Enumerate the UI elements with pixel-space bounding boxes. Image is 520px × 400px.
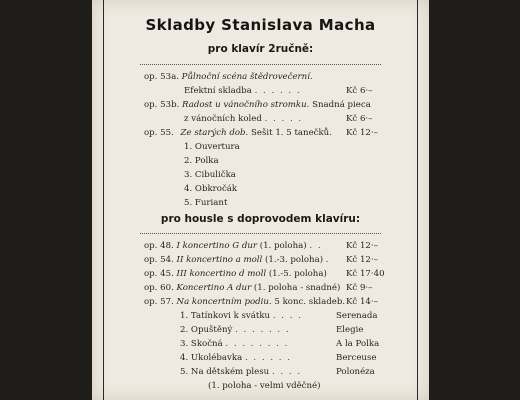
opus-number: op. 54. xyxy=(144,255,174,265)
dance-item: 2. Polka xyxy=(184,156,219,166)
piece-description: (1.-5. poloha) xyxy=(268,269,327,279)
dance-item: 4. Obkročák xyxy=(184,184,238,194)
dot-leader: . . . . . . . xyxy=(235,325,291,335)
piece-price: Kč 17·40 xyxy=(346,269,385,279)
dot-leader: . xyxy=(325,255,331,265)
opus-number: op. 45. xyxy=(144,269,174,279)
piece-description: Snadná pieca xyxy=(312,100,371,110)
piece-genre: A la Polka xyxy=(336,339,380,349)
section-divider xyxy=(140,233,381,234)
concert-piece-item xyxy=(180,324,290,336)
piece-title: II koncertino a moll xyxy=(176,255,263,265)
dance-item: 5. Furiant xyxy=(184,198,228,208)
piano-section-heading: pro klavír 2ručně: xyxy=(207,43,314,55)
piece-price: Kč 6·– xyxy=(346,86,373,96)
piece-title: Ze starých dob. xyxy=(180,128,249,138)
piece-description: (1.-3. poloha) xyxy=(265,255,324,265)
section-divider xyxy=(140,64,381,65)
piece-description: 5 konc. skladeb. xyxy=(274,297,346,307)
opus-number: op. 60. xyxy=(144,283,174,293)
piece-genre: Serenada xyxy=(336,311,378,321)
concert-piece-item xyxy=(180,338,289,350)
piece-description: Efektní skladba xyxy=(184,86,252,96)
opus-number: op. 48. xyxy=(144,241,174,251)
piece-title: Radost u vánočního stromku. xyxy=(182,100,310,110)
piece-title: I koncertino G dur xyxy=(176,241,257,251)
concert-piece-item xyxy=(180,366,302,378)
piece-name: 2. Opuštěný xyxy=(180,325,233,335)
piece-description: (1. poloha - snadné) xyxy=(253,283,341,293)
violin-entry xyxy=(144,254,330,266)
piano-entry-continuation xyxy=(184,85,301,97)
piece-price: Kč 12·– xyxy=(346,255,378,265)
piece-title: Půlnoční scéna štědrovečerní. xyxy=(181,72,313,82)
piece-title: III koncertino d moll xyxy=(176,269,267,279)
piece-description: Sešit 1. 5 tanečků. xyxy=(251,128,332,138)
dance-item: 1. Ouvertura xyxy=(184,142,240,152)
piano-entry-continuation xyxy=(184,113,303,125)
piece-genre: Polonéza xyxy=(336,367,375,377)
piece-name: 5. Na dětském plesu xyxy=(180,367,270,377)
dot-leader: . . . . . . . . xyxy=(225,339,289,349)
catalog-page xyxy=(92,0,429,400)
page-title: Skladby Stanislava Macha xyxy=(145,16,376,34)
dot-leader: . . . . . . xyxy=(254,86,302,96)
violin-entry xyxy=(144,240,322,252)
piece-title: Koncertino A dur xyxy=(176,283,252,293)
violin-section-heading: pro housle s doprovodem klavíru: xyxy=(160,213,361,225)
piano-entry xyxy=(144,127,332,139)
violin-entry xyxy=(144,282,340,294)
opus-number: op. 57. xyxy=(144,297,174,307)
opus-number: op. 53b. xyxy=(144,100,180,110)
dot-leader: . . . . . xyxy=(264,114,303,124)
piece-title: Na koncertním podiu. xyxy=(176,297,272,307)
piano-entry xyxy=(144,99,371,111)
piano-entry xyxy=(144,71,313,83)
piece-description: z vánočních koled xyxy=(184,114,262,124)
piece-description: (1. poloha) xyxy=(259,241,307,251)
violin-entry xyxy=(144,296,345,308)
opus-number: op. 55. xyxy=(144,128,174,138)
dance-item: 3. Cibulička xyxy=(184,170,236,180)
concert-piece-item xyxy=(180,352,292,364)
concert-piece-item xyxy=(180,310,302,322)
piece-genre: Berceuse xyxy=(336,353,377,363)
footnote: (1. poloha - velmi vděčné) xyxy=(208,381,321,391)
dot-leader: . . . . xyxy=(271,367,302,377)
piece-price: Kč 9·– xyxy=(346,283,373,293)
piece-price: Kč 14·– xyxy=(346,297,378,307)
dot-leader: . . xyxy=(309,241,323,251)
violin-entry xyxy=(144,268,327,280)
piece-price: Kč 12·– xyxy=(346,128,378,138)
dot-leader: . . . . . . xyxy=(244,353,292,363)
piece-genre: Elegie xyxy=(336,325,364,335)
piece-name: 4. Ukolébavka xyxy=(180,353,243,363)
piece-price: Kč 6·– xyxy=(346,114,373,124)
piece-name: 1. Tatínkovi k svátku xyxy=(180,311,271,321)
dot-leader: . . . . xyxy=(272,311,303,321)
piece-price: Kč 12·– xyxy=(346,241,378,251)
opus-number: op. 53a. xyxy=(144,72,179,82)
piece-name: 3. Skočná xyxy=(180,339,223,349)
